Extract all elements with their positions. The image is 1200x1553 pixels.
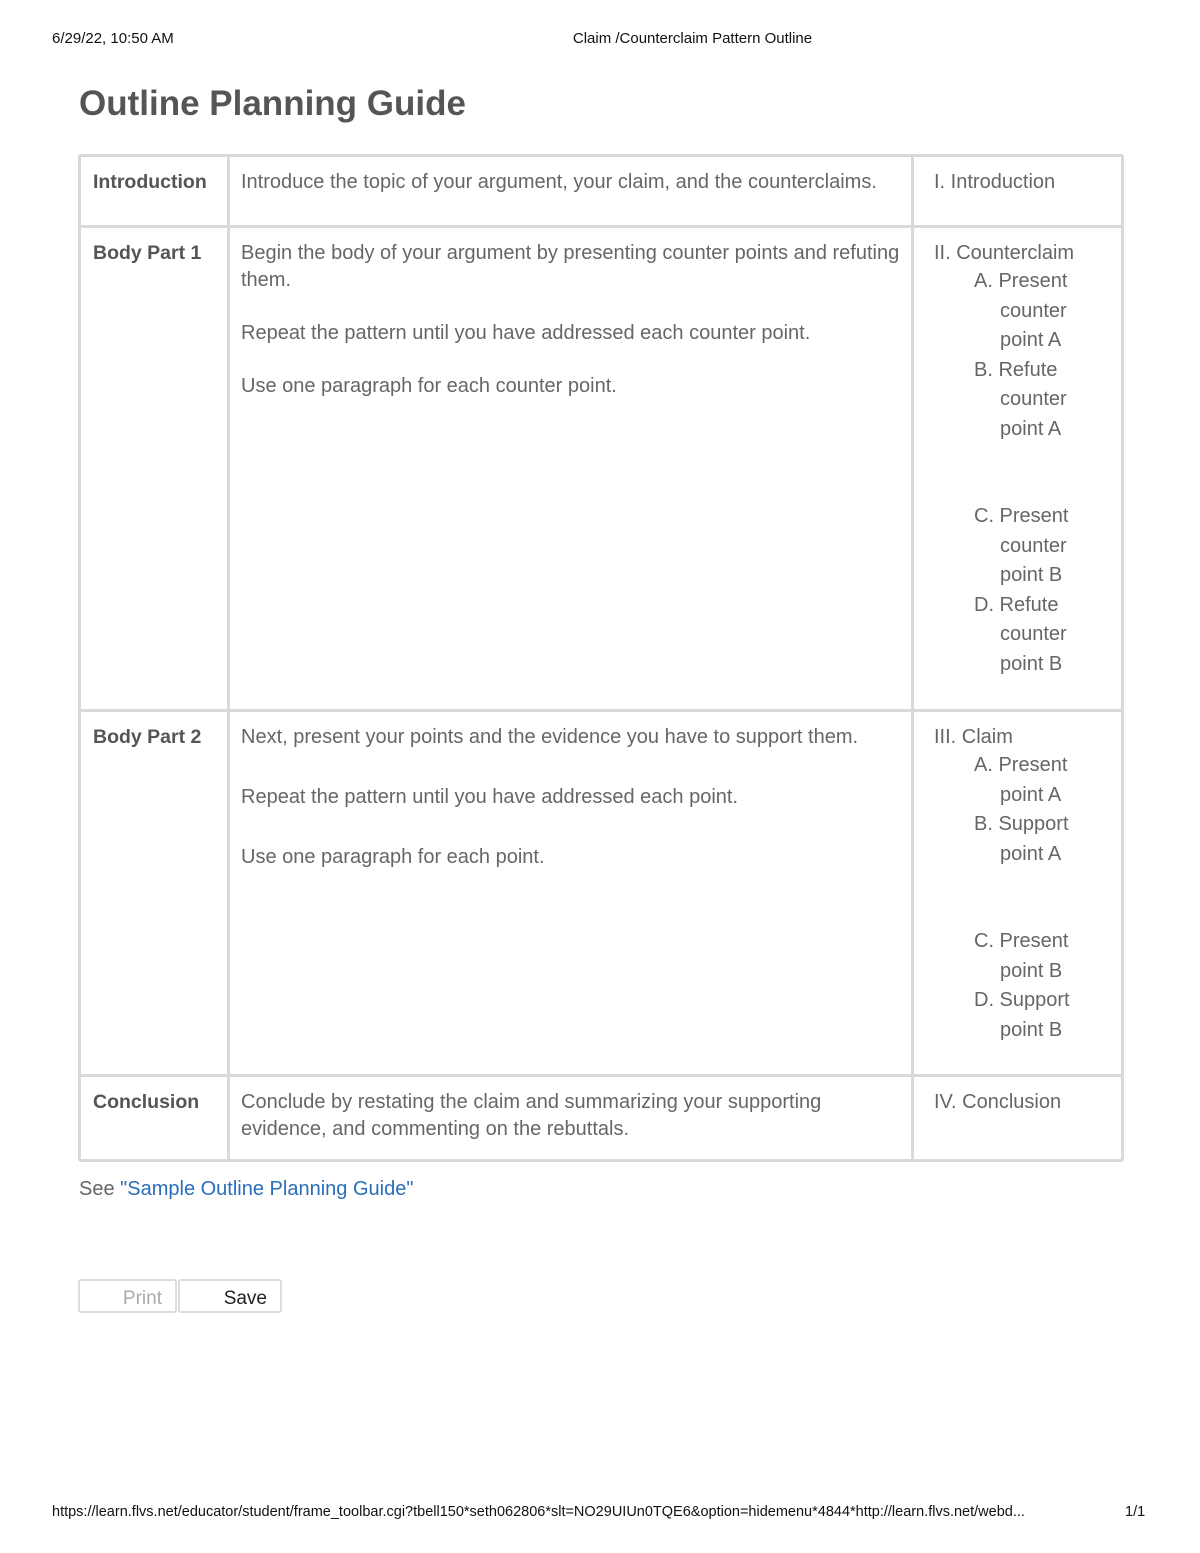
outline-heading: I. Introduction <box>934 171 1056 193</box>
sample-guide-link[interactable]: "Sample Outline Planning Guide" <box>120 1178 414 1200</box>
see-also-prefix: See <box>79 1178 121 1200</box>
outline-item: A. Present point A <box>974 754 1068 806</box>
section-label: Introduction <box>93 171 207 193</box>
outline-heading: II. Counterclaim <box>934 242 1075 264</box>
section-instructions <box>227 712 911 1074</box>
instruction-paragraph: Use one paragraph for each counter point. <box>241 375 617 397</box>
instruction-paragraph: Repeat the pattern until you have addressed each point. <box>241 786 739 808</box>
print-doc-title: Claim /Counterclaim Pattern Outline <box>572 30 813 47</box>
instruction-paragraph: Next, present your points and the evidence you have to support them. <box>241 726 859 748</box>
outline-item: B. Refute counter point A <box>974 358 1067 440</box>
section-label: Conclusion <box>93 1091 200 1113</box>
print-page-number: 1/1 <box>1125 1504 1146 1520</box>
outline-table <box>78 154 1124 1162</box>
outline-cell <box>911 712 1121 1074</box>
table-row-body-part-1 <box>81 225 1121 709</box>
see-also <box>79 1178 413 1201</box>
section-label: Body Part 1 <box>93 242 202 264</box>
print-button[interactable]: Print <box>78 1279 177 1313</box>
section-instructions <box>227 228 911 709</box>
outline-heading: IV. Conclusion <box>934 1091 1062 1113</box>
table-row-introduction <box>81 157 1121 225</box>
section-instructions <box>227 157 911 225</box>
outline-cell <box>911 228 1121 709</box>
outline-cell <box>911 1077 1121 1159</box>
instruction-paragraph: Use one paragraph for each point. <box>241 846 545 868</box>
instruction-paragraph: Conclude by restating the claim and summarizing your supporting evidence, and commenting on the rebuttals. <box>241 1091 822 1140</box>
outline-item: C. Present counter point B <box>974 505 1069 586</box>
outline-item: B. Support point A <box>974 813 1069 865</box>
instruction-paragraph: Repeat the pattern until you have addressed each counter point. <box>241 322 811 344</box>
outline-item: A. Present counter point A <box>974 270 1068 351</box>
section-instructions <box>227 1077 911 1159</box>
section-label: Body Part 2 <box>93 726 202 748</box>
outline-item: C. Present point B <box>974 930 1069 982</box>
table-row-conclusion <box>81 1074 1121 1159</box>
page-title: Outline Planning Guide <box>79 84 466 123</box>
outline-heading: III. Claim <box>934 726 1013 748</box>
instruction-paragraph: Introduce the topic of your argument, your claim, and the counterclaims. <box>241 171 877 193</box>
outline-item: D. Refute counter point B <box>974 593 1067 675</box>
print-footer-url: https://learn.flvs.net/educator/student/frame_toolbar.cgi?tbell150*seth062806*slt=NO29UIUn0TQE6&option=hidemenu*4844*http://learn.flvs.net/webd... <box>52 1504 1025 1520</box>
outline-item: D. Support point B <box>974 989 1070 1041</box>
print-date: 6/29/22, 10:50 AM <box>52 30 174 47</box>
instruction-paragraph: Begin the body of your argument by presenting counter points and refuting them. <box>241 242 900 291</box>
table-row-body-part-2 <box>81 709 1121 1074</box>
save-button[interactable]: Save <box>178 1279 282 1313</box>
outline-cell <box>911 157 1121 225</box>
